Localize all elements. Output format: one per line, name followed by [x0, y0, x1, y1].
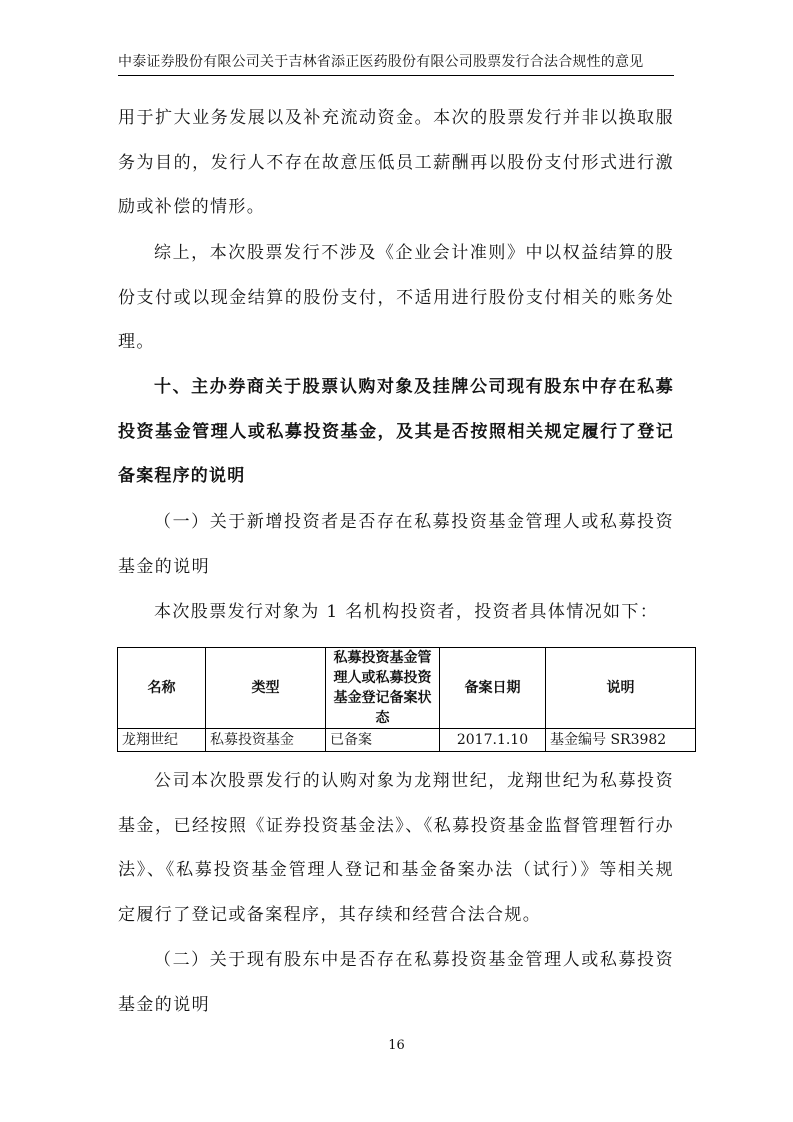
table-header-row: [118, 648, 696, 729]
page-number: 16: [388, 1038, 405, 1053]
table-header-cell: 备案日期: [440, 648, 546, 729]
header-divider: [118, 75, 674, 76]
running-header: 中泰证券股份有限公司关于吉林省添正医药股份有限公司股票发行合法合规性的意见: [118, 54, 644, 70]
table-cell: 龙翔世纪: [118, 729, 206, 752]
table-header-cell: 私募投资基金管理人或私募投资基金登记备案状态: [326, 648, 440, 729]
table-cell: 基金编号 SR3982: [546, 729, 696, 752]
table-header-cell: 名称: [118, 648, 206, 729]
paragraph-issuance-target: 本次股票发行对象为 1 名机构投资者，投资者具体情况如下：: [154, 602, 659, 622]
investor-table: [117, 647, 696, 752]
table-header-cell: 类型: [206, 648, 326, 729]
section-heading-ten: 十、主办券商关于股票认购对象及挂牌公司现有股东中存在私募投资基金管理人或私募投资基金，及其是否按照相关规定履行了登记备案程序的说明: [118, 377, 674, 486]
table-cell: 已备案: [326, 729, 440, 752]
table-cell: 2017.1.10: [440, 729, 546, 752]
paragraph-conclusion: 综上，本次股票发行不涉及《企业会计准则》中以权益结算的股份支付或以现金结算的股份支付，不适用进行股份支付相关的账务处理。: [118, 243, 674, 352]
paragraph-subscriber-registration: 公司本次股票发行的认购对象为龙翔世纪，龙翔世纪为私募投资基金，已经按照《证券投资基金法》、《私募投资基金监督管理暂行办法》、《私募投资基金管理人登记和基金备案办法（试行）》等相关规定履行了登记或备案程序，其存续和经营合法合规。: [118, 771, 674, 925]
table-header-cell: 说明: [546, 648, 696, 729]
table-cell: 私募投资基金: [206, 729, 326, 752]
subheading-new-investors: （一）关于新增投资者是否存在私募投资基金管理人或私募投资基金的说明: [118, 512, 674, 577]
table-row: [118, 729, 696, 752]
paragraph-share-payment-purpose: 用于扩大业务发展以及补充流动资金。本次的股票发行并非以换取服务为目的，发行人不存在故意压低员工薪酬再以股份支付形式进行激励或补偿的情形。: [118, 108, 674, 217]
subheading-existing-shareholders: （二）关于现有股东中是否存在私募投资基金管理人或私募投资基金的说明: [118, 950, 674, 1015]
